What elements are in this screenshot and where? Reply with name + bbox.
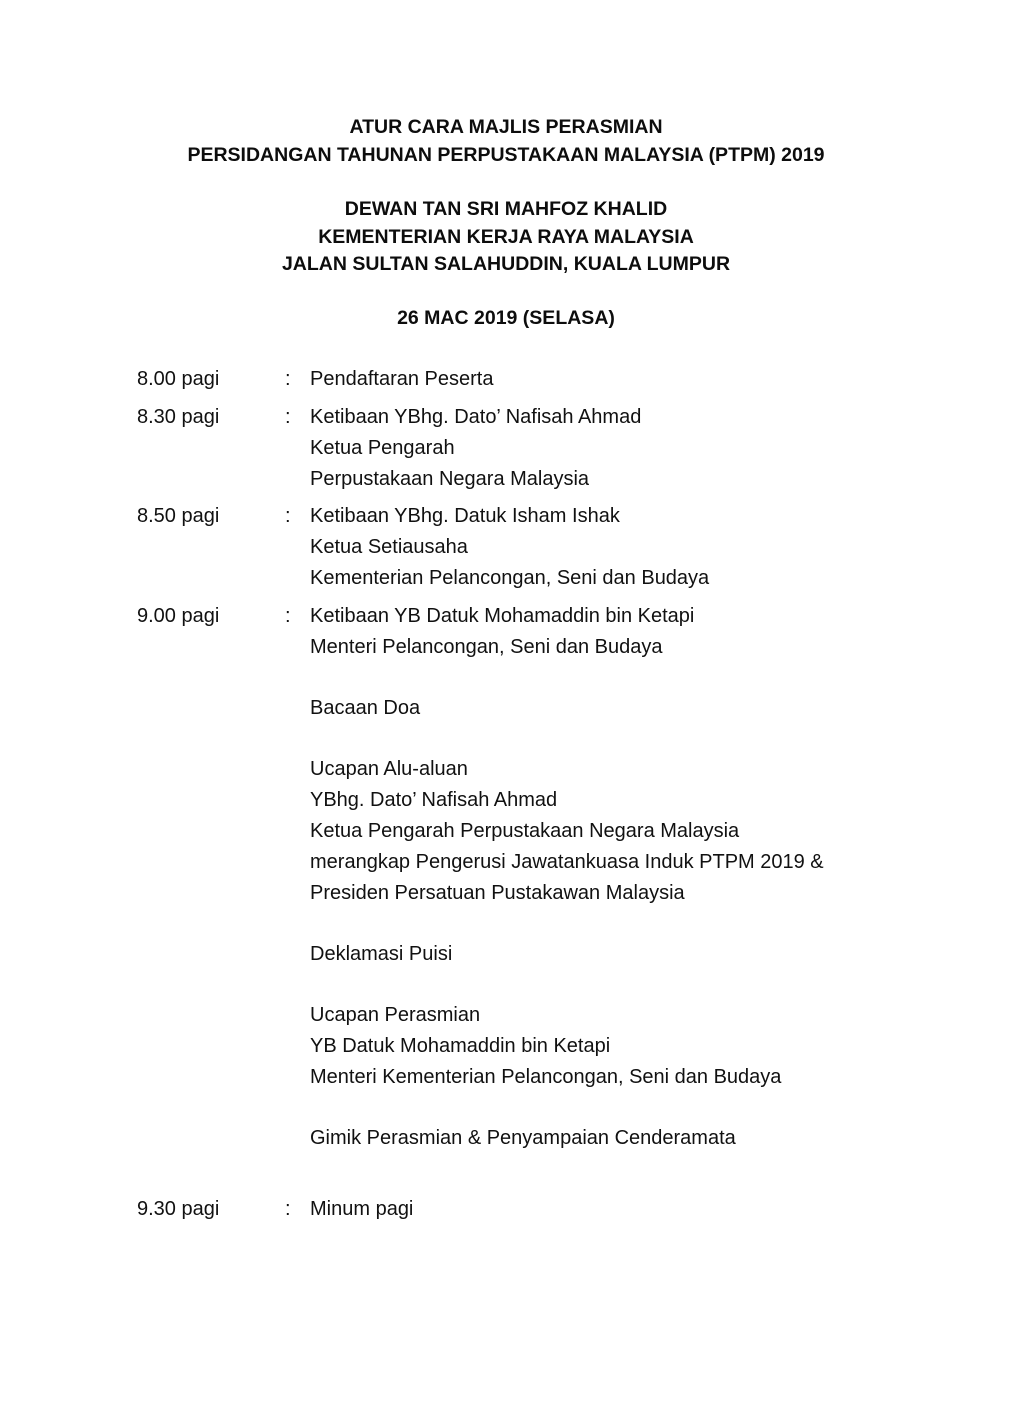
schedule-line: Ketua Setiausaha: [310, 536, 468, 558]
date-text: 26 MAC 2019 (SELASA): [397, 307, 615, 329]
schedule-separator: :: [285, 605, 291, 627]
program-item-line: Ketua Pengarah Perpustakaan Negara Malaysia: [310, 820, 740, 842]
schedule-line: Ketua Pengarah: [310, 437, 455, 459]
program-item: Ucapan Perasmian: [310, 1004, 481, 1026]
title-line: ATUR CARA MAJLIS PERASMIAN: [349, 116, 663, 138]
schedule-time: 9.30 pagi: [137, 1198, 220, 1220]
schedule-line: Kementerian Pelancongan, Seni dan Budaya: [310, 567, 710, 589]
schedule-time: 8.30 pagi: [137, 406, 220, 428]
program-item-line: Presiden Persatuan Pustakawan Malaysia: [310, 882, 685, 904]
spacer: [310, 1093, 930, 1123]
spacer: [310, 970, 930, 1000]
spacer: [310, 663, 930, 693]
schedule-line: Pendaftaran Peserta: [310, 368, 494, 390]
event-date: [0, 306, 1012, 330]
schedule-time: 9.00 pagi: [137, 605, 220, 627]
schedule-separator: :: [285, 406, 291, 428]
program-item: Deklamasi Puisi: [310, 943, 453, 965]
schedule-line: Ketibaan YB Datuk Mohamaddin bin Ketapi: [310, 605, 695, 627]
program-item: Gimik Perasmian & Penyampaian Cenderamata: [310, 1127, 736, 1149]
title-line: PERSIDANGAN TAHUNAN PERPUSTAKAAN MALAYSIA (PTPM) 2019: [187, 144, 825, 166]
venue-line: DEWAN TAN SRI MAHFOZ KHALID: [344, 198, 668, 220]
schedule-time: 8.00 pagi: [137, 368, 220, 390]
schedule-separator: :: [285, 1198, 291, 1220]
spacer: [310, 909, 930, 939]
program-item-line: YBhg. Dato’ Nafisah Ahmad: [310, 789, 558, 811]
schedule-line: Ketibaan YBhg. Dato’ Nafisah Ahmad: [310, 406, 642, 428]
program-item-line: Menteri Kementerian Pelancongan, Seni dan Budaya: [310, 1066, 782, 1088]
schedule-time: 8.50 pagi: [137, 505, 220, 527]
schedule-separator: :: [285, 505, 291, 527]
venue-line: JALAN SULTAN SALAHUDDIN, KUALA LUMPUR: [281, 253, 731, 275]
venue-line: KEMENTERIAN KERJA RAYA MALAYSIA: [318, 225, 694, 248]
schedule-content: [310, 1194, 930, 1225]
spacer: [310, 724, 930, 754]
schedule-line: Minum pagi: [310, 1198, 414, 1220]
program-item-line: merangkap Pengerusi Jawatankuasa Induk PTPM 2019 &: [310, 851, 824, 873]
schedule-line: Ketibaan YBhg. Datuk Isham Ishak: [310, 505, 620, 527]
schedule-line: Perpustakaan Negara Malaysia: [310, 468, 590, 490]
schedule-separator: :: [285, 368, 291, 390]
schedule-content: [310, 402, 930, 495]
document-title: [0, 113, 1012, 169]
program-item: Ucapan Alu-aluan: [310, 758, 468, 780]
schedule-content: [310, 601, 930, 1154]
schedule-content: [310, 364, 930, 395]
schedule-content: [310, 501, 930, 594]
venue-block: [0, 196, 1012, 279]
program-item-line: YB Datuk Mohamaddin bin Ketapi: [310, 1035, 611, 1057]
program-item: Bacaan Doa: [310, 697, 421, 719]
schedule-line: Menteri Pelancongan, Seni dan Budaya: [310, 636, 663, 658]
